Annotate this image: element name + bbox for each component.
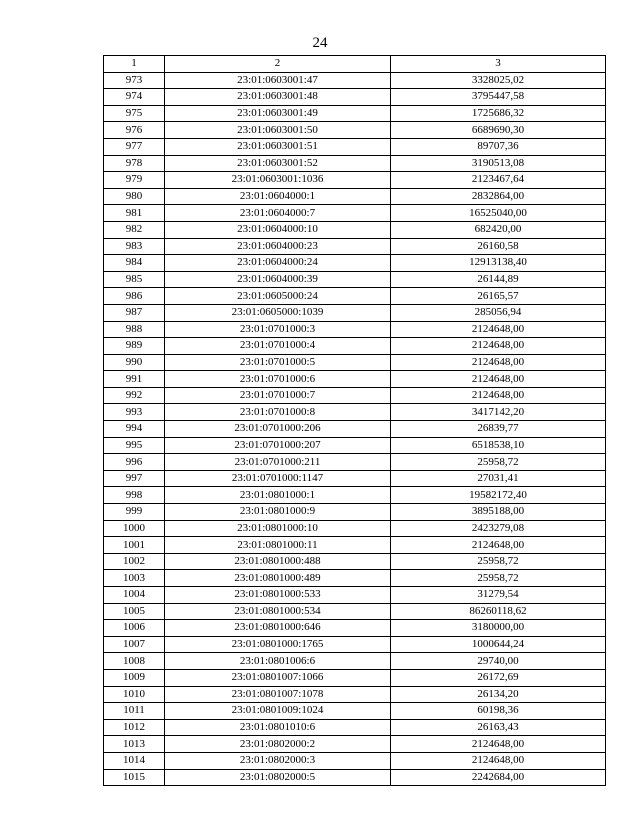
value-cell: 26163,43: [391, 719, 606, 736]
cadastral-number-cell: 23:01:0605000:1039: [165, 304, 391, 321]
page-number: 24: [312, 35, 328, 51]
table-row: [104, 620, 606, 637]
cadastral-number-cell: 23:01:0603001:49: [165, 105, 391, 122]
cadastral-number-cell: 23:01:0701000:6: [165, 371, 391, 388]
table-row: [104, 288, 606, 305]
cadastral-value-table: [103, 55, 606, 786]
value-cell: 26144,89: [391, 271, 606, 288]
row-number-cell: 997: [104, 470, 165, 487]
table-row: [104, 421, 606, 438]
row-number-cell: 1002: [104, 553, 165, 570]
table-row: [104, 138, 606, 155]
cadastral-number-cell: 23:01:0701000:5: [165, 354, 391, 371]
value-cell: 2423279,08: [391, 520, 606, 537]
value-cell: 29740,00: [391, 653, 606, 670]
row-number-cell: 988: [104, 321, 165, 338]
value-cell: 1000644,24: [391, 636, 606, 653]
table-row: [104, 669, 606, 686]
value-cell: 2124648,00: [391, 736, 606, 753]
header-cell-1: 1: [104, 56, 165, 73]
row-number-cell: 980: [104, 188, 165, 205]
cadastral-number-cell: 23:01:0603001:51: [165, 138, 391, 155]
value-cell: 26172,69: [391, 669, 606, 686]
cadastral-number-cell: 23:01:0605000:24: [165, 288, 391, 305]
row-number-cell: 978: [104, 155, 165, 172]
value-cell: 25958,72: [391, 454, 606, 471]
table-row: [104, 188, 606, 205]
table-row: [104, 354, 606, 371]
value-cell: 3895188,00: [391, 504, 606, 521]
row-number-cell: 1013: [104, 736, 165, 753]
cadastral-number-cell: 23:01:0701000:7: [165, 387, 391, 404]
table-row: [104, 454, 606, 471]
row-number-cell: 1001: [104, 537, 165, 554]
row-number-cell: 982: [104, 221, 165, 238]
table-row: [104, 321, 606, 338]
cadastral-number-cell: 23:01:0701000:8: [165, 404, 391, 421]
table-row: [104, 155, 606, 172]
cadastral-number-cell: 23:01:0801000:10: [165, 520, 391, 537]
row-number-cell: 981: [104, 205, 165, 222]
cadastral-number-cell: 23:01:0701000:207: [165, 437, 391, 454]
table-row: [104, 487, 606, 504]
value-cell: 285056,94: [391, 304, 606, 321]
row-number-cell: 1007: [104, 636, 165, 653]
row-number-cell: 1000: [104, 520, 165, 537]
cadastral-number-cell: 23:01:0604000:7: [165, 205, 391, 222]
row-number-cell: 1015: [104, 769, 165, 786]
value-cell: 3417142,20: [391, 404, 606, 421]
table-row: [104, 221, 606, 238]
cadastral-number-cell: 23:01:0801000:9: [165, 504, 391, 521]
cadastral-number-cell: 23:01:0801000:1765: [165, 636, 391, 653]
value-cell: 60198,36: [391, 703, 606, 720]
value-cell: 26165,57: [391, 288, 606, 305]
table-row: [104, 587, 606, 604]
value-cell: 682420,00: [391, 221, 606, 238]
value-cell: 3795447,58: [391, 89, 606, 106]
table-row: [104, 736, 606, 753]
row-number-cell: 976: [104, 122, 165, 139]
value-cell: 6689690,30: [391, 122, 606, 139]
row-number-cell: 1003: [104, 570, 165, 587]
value-cell: 3328025,02: [391, 72, 606, 89]
table-row: [104, 387, 606, 404]
cadastral-number-cell: 23:01:0801000:646: [165, 620, 391, 637]
value-cell: 89707,36: [391, 138, 606, 155]
row-number-cell: 1006: [104, 620, 165, 637]
header-cell-2: 2: [165, 56, 391, 73]
table-row: [104, 603, 606, 620]
value-cell: 2124648,00: [391, 387, 606, 404]
table-row: [104, 371, 606, 388]
cadastral-number-cell: 23:01:0603001:48: [165, 89, 391, 106]
cadastral-number-cell: 23:01:0801000:489: [165, 570, 391, 587]
row-number-cell: 1011: [104, 703, 165, 720]
cadastral-number-cell: 23:01:0802000:5: [165, 769, 391, 786]
cadastral-number-cell: 23:01:0801010:6: [165, 719, 391, 736]
table-row: [104, 719, 606, 736]
row-number-cell: 973: [104, 72, 165, 89]
cadastral-number-cell: 23:01:0603001:1036: [165, 172, 391, 189]
table-row: [104, 769, 606, 786]
row-number-cell: 987: [104, 304, 165, 321]
cadastral-number-cell: 23:01:0801007:1066: [165, 669, 391, 686]
table-row: [104, 72, 606, 89]
row-number-cell: 1012: [104, 719, 165, 736]
value-cell: 2242684,00: [391, 769, 606, 786]
row-number-cell: 1005: [104, 603, 165, 620]
table-row: [104, 636, 606, 653]
table-row: [104, 553, 606, 570]
cadastral-number-cell: 23:01:0801007:1078: [165, 686, 391, 703]
cadastral-number-cell: 23:01:0603001:50: [165, 122, 391, 139]
value-cell: 3190513,08: [391, 155, 606, 172]
row-number-cell: 995: [104, 437, 165, 454]
value-cell: 1725686,32: [391, 105, 606, 122]
cadastral-number-cell: 23:01:0801006:6: [165, 653, 391, 670]
cadastral-number-cell: 23:01:0802000:2: [165, 736, 391, 753]
value-cell: 86260118,62: [391, 603, 606, 620]
table-row: [104, 304, 606, 321]
row-number-cell: 996: [104, 454, 165, 471]
row-number-cell: 983: [104, 238, 165, 255]
table-row: [104, 504, 606, 521]
cadastral-number-cell: 23:01:0801000:11: [165, 537, 391, 554]
table-row: [104, 172, 606, 189]
value-cell: 2123467,64: [391, 172, 606, 189]
row-number-cell: 975: [104, 105, 165, 122]
table-row: [104, 404, 606, 421]
table-row: [104, 338, 606, 355]
cadastral-number-cell: 23:01:0604000:39: [165, 271, 391, 288]
row-number-cell: 1010: [104, 686, 165, 703]
table-row: [104, 205, 606, 222]
table-row: [104, 537, 606, 554]
row-number-cell: 989: [104, 338, 165, 355]
table-row: [104, 520, 606, 537]
table-row: [104, 105, 606, 122]
table-row: [104, 653, 606, 670]
value-cell: 26134,20: [391, 686, 606, 703]
value-cell: 16525040,00: [391, 205, 606, 222]
cadastral-number-cell: 23:01:0801000:1: [165, 487, 391, 504]
table-row: [104, 89, 606, 106]
row-number-cell: 998: [104, 487, 165, 504]
row-number-cell: 986: [104, 288, 165, 305]
row-number-cell: 994: [104, 421, 165, 438]
cadastral-number-cell: 23:01:0604000:10: [165, 221, 391, 238]
value-cell: 2832864,00: [391, 188, 606, 205]
cadastral-number-cell: 23:01:0701000:206: [165, 421, 391, 438]
value-cell: 26160,58: [391, 238, 606, 255]
table-row: [104, 255, 606, 272]
row-number-cell: 993: [104, 404, 165, 421]
row-number-cell: 977: [104, 138, 165, 155]
value-cell: 26839,77: [391, 421, 606, 438]
value-cell: 2124648,00: [391, 354, 606, 371]
row-number-cell: 990: [104, 354, 165, 371]
value-cell: 2124648,00: [391, 537, 606, 554]
cadastral-number-cell: 23:01:0801000:534: [165, 603, 391, 620]
cadastral-number-cell: 23:01:0701000:3: [165, 321, 391, 338]
cadastral-number-cell: 23:01:0701000:211: [165, 454, 391, 471]
table-row: [104, 437, 606, 454]
value-cell: 27031,41: [391, 470, 606, 487]
value-cell: 3180000,00: [391, 620, 606, 637]
table-row: [104, 122, 606, 139]
value-cell: 19582172,40: [391, 487, 606, 504]
table-row: [104, 570, 606, 587]
row-number-cell: 974: [104, 89, 165, 106]
cadastral-number-cell: 23:01:0603001:47: [165, 72, 391, 89]
value-cell: 2124648,00: [391, 321, 606, 338]
value-cell: 2124648,00: [391, 371, 606, 388]
value-cell: 6518538,10: [391, 437, 606, 454]
table-row: [104, 271, 606, 288]
cadastral-number-cell: 23:01:0701000:4: [165, 338, 391, 355]
value-cell: 2124648,00: [391, 752, 606, 769]
cadastral-number-cell: 23:01:0603001:52: [165, 155, 391, 172]
table-row: [104, 238, 606, 255]
table-body: [104, 72, 606, 786]
row-number-cell: 992: [104, 387, 165, 404]
row-number-cell: 991: [104, 371, 165, 388]
row-number-cell: 1004: [104, 587, 165, 604]
cadastral-number-cell: 23:01:0701000:1147: [165, 470, 391, 487]
value-cell: 12913138,40: [391, 255, 606, 272]
cadastral-number-cell: 23:01:0801000:488: [165, 553, 391, 570]
cadastral-number-cell: 23:01:0801000:533: [165, 587, 391, 604]
header-cell-3: 3: [391, 56, 606, 73]
value-cell: 2124648,00: [391, 338, 606, 355]
value-cell: 25958,72: [391, 553, 606, 570]
cadastral-number-cell: 23:01:0802000:3: [165, 752, 391, 769]
row-number-cell: 1009: [104, 669, 165, 686]
cadastral-number-cell: 23:01:0604000:24: [165, 255, 391, 272]
cadastral-number-cell: 23:01:0604000:1: [165, 188, 391, 205]
row-number-cell: 999: [104, 504, 165, 521]
table-row: [104, 752, 606, 769]
value-cell: 31279,54: [391, 587, 606, 604]
cadastral-number-cell: 23:01:0801009:1024: [165, 703, 391, 720]
row-number-cell: 979: [104, 172, 165, 189]
cadastral-number-cell: 23:01:0604000:23: [165, 238, 391, 255]
table-header-row: [104, 56, 606, 73]
row-number-cell: 1014: [104, 752, 165, 769]
table-row: [104, 686, 606, 703]
table-row: [104, 470, 606, 487]
row-number-cell: 1008: [104, 653, 165, 670]
row-number-cell: 985: [104, 271, 165, 288]
row-number-cell: 984: [104, 255, 165, 272]
table-row: [104, 703, 606, 720]
value-cell: 25958,72: [391, 570, 606, 587]
